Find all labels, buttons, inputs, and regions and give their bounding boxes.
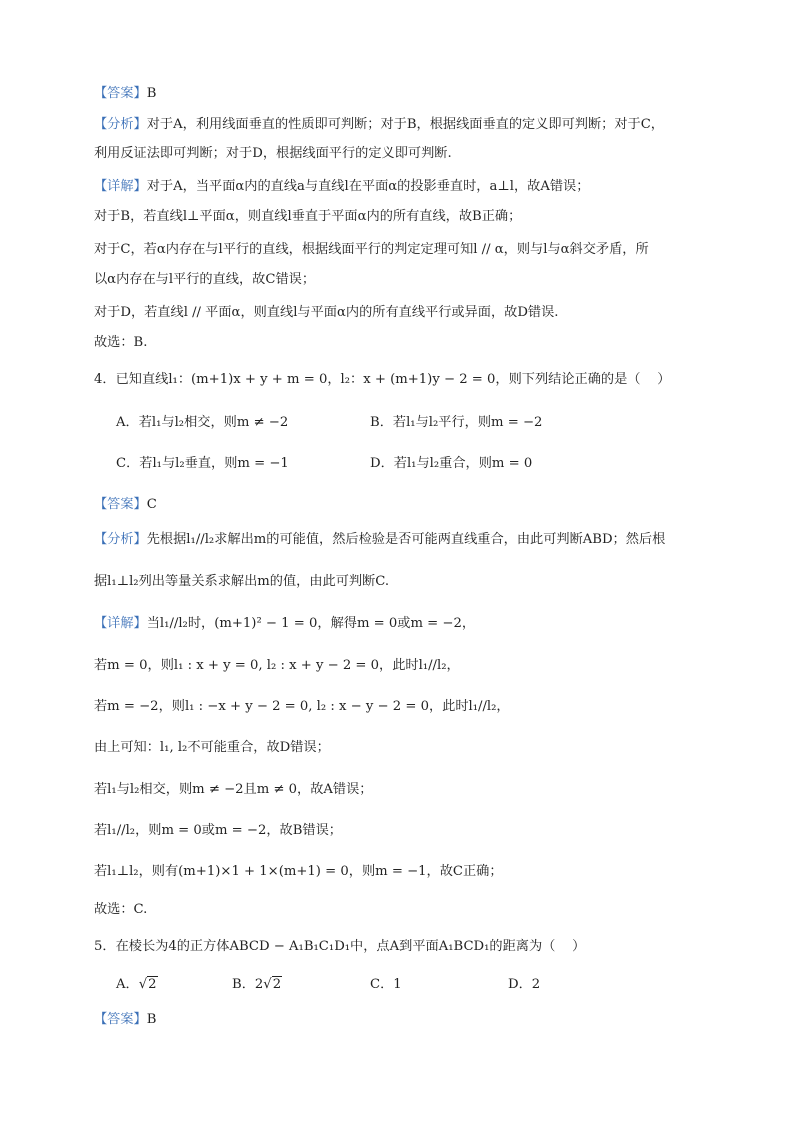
line-text: 对于C，若α内存在与l平行的直线，根据线面平行的判定定理可知l // α，则与l与α斜交矛盾，所 [94,242,649,257]
line-text: 当l₁//l₂时，(m+1)² − 1 = 0，解得m = 0或m = −2， [146,616,476,631]
line-text: B [146,86,157,101]
q5-option-a [116,975,158,995]
text-line [94,656,734,676]
text-line [94,333,734,353]
tag-analysis: 【分析】 [94,532,147,547]
line-text: 对于D，若直线l // 平面α，则直线l与平面α内的所有直线平行或异面，故D错误. [94,305,559,320]
sqrt-symbol: √2 [138,977,157,992]
line-text: 故选：B. [94,335,148,350]
text-line [94,738,734,758]
line-text: 若m = −2，则l₁ : −x + y − 2 = 0, l₂ : x − y − 2 = 0，此时l₁//l₂， [94,699,510,714]
answer-line [94,1010,734,1030]
text-line [94,240,734,260]
q4-option-d: D．若l₁与l₂重合，则m = 0 [370,456,533,471]
q4-option-c: C．若l₁与l₂垂直，则m = −1 [116,456,289,471]
answer-line [94,495,734,515]
text-line [94,207,734,227]
option-label: A． [116,977,139,992]
question-text: 5．在棱长为4的正方体ABCD − A₁B₁C₁D₁中，点A到平面A₁BCD₁的距离为（ ） [94,939,586,954]
line-text: 对于A，利用线面垂直的性质即可判断；对于B，根据线面垂直的定义即可判断；对于C， [146,117,664,132]
sqrt-symbol: √2 [263,977,282,992]
text-line [94,697,734,717]
line-text: 若l₁⊥l₂，则有(m+1)×1 + 1×(m+1) = 0，则m = −1，故C正确； [94,864,503,879]
tag-answer: 【答案】 [94,497,147,512]
line-text: 若l₁与l₂相交，则m ≠ −2且m ≠ 0，故A错误； [94,782,373,797]
detail-line [94,614,734,634]
tag-detail: 【详解】 [94,616,147,631]
line-text: 若m = 0，则l₁ : x + y = 0, l₂ : x + y − 2 = 0，此时l₁//l₂， [94,658,460,673]
text-line [94,303,734,323]
text-line [94,821,734,841]
analysis-line [94,530,734,550]
line-text: 若l₁//l₂，则m = 0或m = −2，故B错误； [94,823,342,838]
radicand: 2 [148,977,157,992]
q5-option-d: D．2 [508,977,541,992]
text-line [94,900,734,920]
tag-answer: 【答案】 [94,1012,147,1027]
tag-detail: 【详解】 [94,179,147,194]
line-text: 对于B，若直线l⊥平面α，则直线l垂直于平面α内的所有直线，故B正确； [94,209,522,224]
line-text: 对于A，当平面α内的直线a与直线l在平面α的投影垂直时，a⊥l，故A错误； [146,179,590,194]
option-label: B．2 [232,977,264,992]
q5-option-b [232,975,282,995]
text-line [94,862,734,882]
line-text: B [146,1012,157,1027]
tag-answer: 【答案】 [94,86,147,101]
detail-line [94,177,734,197]
line-text: 以α内存在与l平行的直线，故C错误； [94,272,316,287]
line-text: 由上可知：l₁, l₂不可能重合，故D错误； [94,740,330,755]
text-line [94,572,734,592]
text-line [94,780,734,800]
radicand: 2 [272,977,282,992]
analysis-line [94,115,734,135]
question-5 [94,937,734,957]
text-line [94,270,734,290]
q4-option-a: A．若l₁与l₂相交，则m ≠ −2 [116,415,289,430]
q4-option-b: B．若l₁与l₂平行，则m = −2 [370,415,543,430]
question-4 [94,370,734,390]
line-text: C [146,497,157,512]
tag-analysis: 【分析】 [94,117,147,132]
answer-line [94,84,734,104]
line-text: 先根据l₁//l₂求解出m的可能值，然后检验是否可能两直线重合，由此可判断ABD；然后根 [146,532,666,547]
line-text: 据l₁⊥l₂列出等量关系求解出m的值，由此可判断C. [94,574,390,589]
line-text: 利用反证法即可判断；对于D，根据线面平行的定义即可判断. [94,146,452,161]
text-line [94,144,734,164]
q5-option-c: C．1 [370,977,402,992]
question-text: 4．已知直线l₁：(m+1)x + y + m = 0，l₂：x + (m+1)y − 2 = 0，则下列结论正确的是（ ） [94,372,671,387]
line-text: 故选：C. [94,902,148,917]
